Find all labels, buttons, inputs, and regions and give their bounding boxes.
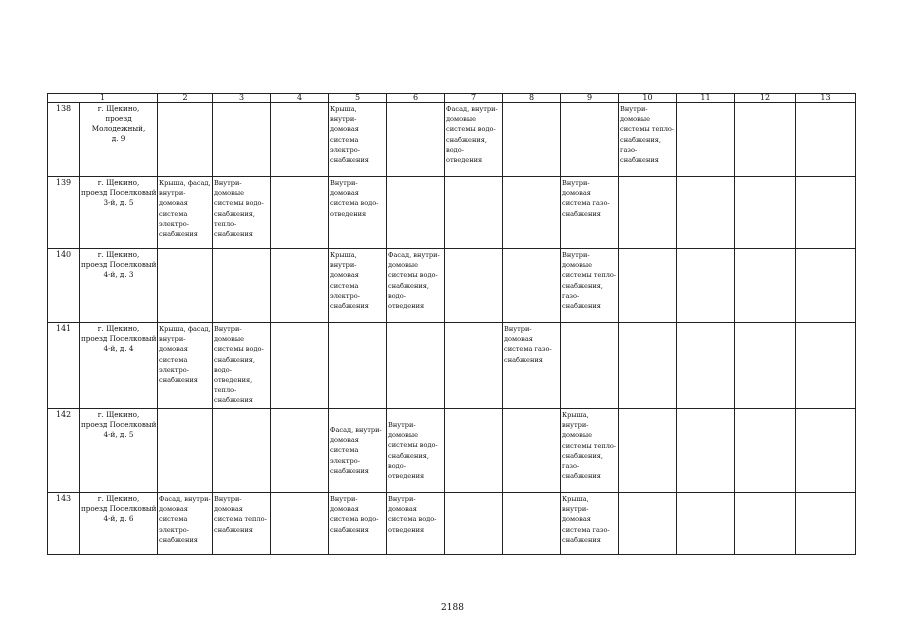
work-line: домовая bbox=[562, 515, 591, 524]
work-line: система bbox=[159, 209, 188, 218]
work-line: снабжения bbox=[214, 525, 253, 534]
work-line: отведения bbox=[330, 209, 367, 218]
work-line: Внутри- bbox=[330, 495, 358, 503]
work-line: внутри- bbox=[159, 335, 186, 344]
work-line: внутри- bbox=[330, 115, 357, 124]
work-line: системы тепло- bbox=[562, 271, 617, 280]
work-cell bbox=[561, 249, 619, 323]
header-cell: 7 bbox=[445, 94, 503, 103]
work-cell bbox=[445, 103, 503, 177]
address-cell bbox=[80, 409, 158, 493]
work-cell bbox=[271, 103, 329, 177]
work-line: снабжения, bbox=[388, 451, 430, 460]
work-cell bbox=[619, 323, 677, 409]
work-line: отведения bbox=[388, 302, 425, 311]
header-cell: 10 bbox=[619, 94, 677, 103]
work-cell bbox=[561, 493, 619, 555]
work-line: домовые bbox=[562, 431, 592, 440]
work-line: снабжения bbox=[330, 525, 369, 534]
address-line: г. Щекино, bbox=[97, 324, 140, 333]
work-line: Внутри- bbox=[214, 179, 242, 187]
header-row bbox=[48, 94, 856, 103]
work-line: системы водо- bbox=[388, 271, 438, 280]
work-cell bbox=[619, 249, 677, 323]
work-cell bbox=[387, 103, 445, 177]
work-cell bbox=[158, 249, 213, 323]
work-line: электро- bbox=[159, 219, 189, 228]
row-number: 139 bbox=[48, 177, 80, 249]
work-line: домовые bbox=[388, 431, 418, 440]
work-line: снабжения bbox=[562, 535, 601, 544]
table-row bbox=[48, 103, 856, 177]
address-line: проезд bbox=[105, 114, 132, 123]
work-cell bbox=[158, 409, 213, 493]
address-line: проезд Поселковый bbox=[81, 420, 157, 429]
work-line: система bbox=[159, 515, 188, 524]
work-line: домовая bbox=[330, 125, 359, 134]
work-cell bbox=[387, 177, 445, 249]
work-line: система водо- bbox=[388, 515, 437, 524]
work-line: снабжения, bbox=[446, 135, 488, 144]
work-line: системы водо- bbox=[388, 441, 438, 450]
work-cell bbox=[796, 409, 856, 493]
work-cell bbox=[735, 249, 796, 323]
work-line: тепло- bbox=[214, 219, 237, 228]
work-line: Внутри- bbox=[620, 105, 648, 113]
work-cell bbox=[677, 323, 735, 409]
work-line: снабжения bbox=[330, 302, 369, 311]
work-cell bbox=[445, 177, 503, 249]
work-line: отведения bbox=[388, 525, 425, 534]
work-cell bbox=[445, 249, 503, 323]
work-line: система тепло- bbox=[214, 515, 267, 524]
work-line: Внутри- bbox=[214, 495, 242, 503]
work-cell bbox=[387, 323, 445, 409]
work-line: Фасад, внутри- bbox=[388, 251, 440, 259]
header-cell: 4 bbox=[271, 94, 329, 103]
work-cell bbox=[213, 409, 271, 493]
work-line: газо- bbox=[562, 291, 580, 300]
work-cell bbox=[796, 249, 856, 323]
work-line: снабжения bbox=[214, 396, 253, 405]
work-line: домовая bbox=[330, 505, 359, 514]
row-number: 138 bbox=[48, 103, 80, 177]
row-number: 141 bbox=[48, 323, 80, 409]
work-line: домовая bbox=[214, 505, 243, 514]
work-line: домовая bbox=[159, 505, 188, 514]
work-cell bbox=[796, 177, 856, 249]
work-cell bbox=[329, 177, 387, 249]
work-cell bbox=[503, 409, 561, 493]
work-line: снабжения bbox=[159, 535, 198, 544]
work-line: внутри- bbox=[562, 421, 589, 430]
work-line: Фасад, внутри- bbox=[159, 495, 211, 503]
work-line: домовая bbox=[159, 345, 188, 354]
work-line: электро- bbox=[330, 456, 360, 465]
work-line: снабжения, bbox=[562, 281, 604, 290]
work-line: Внутри- bbox=[330, 179, 358, 187]
address-line: д. 9 bbox=[111, 134, 126, 143]
header-cell: 9 bbox=[561, 94, 619, 103]
work-line: снабжения bbox=[214, 230, 253, 239]
work-cell bbox=[677, 409, 735, 493]
work-line: водо- bbox=[446, 145, 464, 154]
header-cell: 2 bbox=[158, 94, 213, 103]
work-cell bbox=[561, 409, 619, 493]
address-cell bbox=[80, 493, 158, 555]
work-line: система bbox=[330, 446, 359, 455]
table-row bbox=[48, 249, 856, 323]
work-line: Внутри- bbox=[562, 179, 590, 187]
work-cell bbox=[561, 177, 619, 249]
work-cell bbox=[503, 177, 561, 249]
work-cell bbox=[796, 323, 856, 409]
work-cell bbox=[735, 103, 796, 177]
repair-schedule-table bbox=[47, 93, 856, 555]
work-line: домовая bbox=[330, 189, 359, 198]
work-line: снабжения, bbox=[620, 135, 662, 144]
address-cell bbox=[80, 323, 158, 409]
address-line: 4-й, д. 6 bbox=[103, 514, 134, 523]
work-line: домовая bbox=[330, 436, 359, 445]
work-cell bbox=[619, 493, 677, 555]
work-line: электро- bbox=[159, 525, 189, 534]
work-line: система водо- bbox=[330, 199, 379, 208]
table-row bbox=[48, 409, 856, 493]
work-line: газо- bbox=[562, 462, 580, 471]
work-cell bbox=[158, 323, 213, 409]
work-cell bbox=[329, 323, 387, 409]
work-cell bbox=[677, 493, 735, 555]
work-line: Внутри- bbox=[562, 251, 590, 259]
work-line: водо- bbox=[214, 365, 232, 374]
work-line: домовая bbox=[562, 189, 591, 198]
work-cell bbox=[619, 103, 677, 177]
work-line: Крыша, bbox=[330, 105, 357, 113]
address-line: г. Щекино, bbox=[97, 410, 140, 419]
work-line: Крыша, фасад, bbox=[159, 179, 211, 187]
work-line: водо- bbox=[388, 291, 406, 300]
work-cell bbox=[387, 493, 445, 555]
work-line: снабжения bbox=[562, 209, 601, 218]
work-line: домовые bbox=[388, 261, 418, 270]
work-line: снабжения, bbox=[214, 355, 256, 364]
row-number: 142 bbox=[48, 409, 80, 493]
address-line: проезд Поселковый bbox=[81, 504, 157, 513]
work-line: системы водо- bbox=[214, 345, 264, 354]
work-cell bbox=[271, 493, 329, 555]
work-cell bbox=[735, 493, 796, 555]
work-line: Внутри- bbox=[504, 325, 532, 333]
work-line: Крыша, bbox=[330, 251, 357, 259]
work-line: Крыша, фасад, bbox=[159, 325, 211, 333]
header-cell: 5 bbox=[329, 94, 387, 103]
header-cell: 1 bbox=[48, 94, 158, 103]
work-cell bbox=[503, 493, 561, 555]
work-line: домовые bbox=[214, 335, 244, 344]
work-cell bbox=[213, 249, 271, 323]
work-line: снабжения, bbox=[388, 281, 430, 290]
work-cell bbox=[213, 177, 271, 249]
work-cell bbox=[677, 103, 735, 177]
work-line: домовая bbox=[330, 271, 359, 280]
work-line: система bbox=[330, 281, 359, 290]
address-line: проезд Поселковый bbox=[81, 188, 157, 197]
work-cell bbox=[735, 409, 796, 493]
work-line: снабжения bbox=[504, 355, 543, 364]
work-line: система водо- bbox=[330, 515, 379, 524]
header-cell: 8 bbox=[503, 94, 561, 103]
work-cell bbox=[271, 409, 329, 493]
work-cell bbox=[619, 177, 677, 249]
work-line: системы водо- bbox=[214, 199, 264, 208]
work-line: водо- bbox=[388, 461, 406, 470]
work-cell bbox=[561, 103, 619, 177]
work-line: снабжения bbox=[159, 230, 198, 239]
work-line: система bbox=[159, 355, 188, 364]
work-line: отведения bbox=[446, 156, 483, 165]
work-cell bbox=[329, 493, 387, 555]
work-cell bbox=[271, 249, 329, 323]
work-cell bbox=[158, 493, 213, 555]
work-line: системы водо- bbox=[446, 125, 496, 134]
work-line: Внутри- bbox=[214, 325, 242, 333]
work-line: Внутри- bbox=[388, 495, 416, 503]
address-line: 3-й, д. 5 bbox=[103, 198, 134, 207]
work-cell bbox=[503, 323, 561, 409]
work-line: домовые bbox=[446, 115, 476, 124]
work-line: система газо- bbox=[562, 525, 610, 534]
work-cell bbox=[387, 409, 445, 493]
header-cell: 12 bbox=[735, 94, 796, 103]
address-line: г. Щекино, bbox=[97, 104, 140, 113]
work-cell bbox=[387, 249, 445, 323]
work-line: снабжения bbox=[330, 156, 369, 165]
work-line: домовые bbox=[562, 261, 592, 270]
address-cell bbox=[80, 177, 158, 249]
work-line: домовые bbox=[620, 115, 650, 124]
work-line: система газо- bbox=[562, 199, 610, 208]
address-cell bbox=[80, 103, 158, 177]
work-cell bbox=[503, 249, 561, 323]
address-line: 4-й, д. 4 bbox=[103, 344, 134, 353]
work-line: система газо- bbox=[504, 345, 552, 354]
work-cell bbox=[271, 323, 329, 409]
work-line: система bbox=[330, 135, 359, 144]
work-line: снабжения bbox=[562, 472, 601, 481]
address-line: проезд Поселковый bbox=[81, 334, 157, 343]
work-line: тепло- bbox=[214, 386, 237, 395]
work-cell bbox=[503, 103, 561, 177]
work-line: электро- bbox=[159, 365, 189, 374]
work-cell bbox=[445, 323, 503, 409]
work-line: отведения, bbox=[214, 376, 253, 385]
work-cell bbox=[735, 177, 796, 249]
work-cell bbox=[271, 177, 329, 249]
page-number: 2188 bbox=[441, 603, 464, 613]
row-number: 140 bbox=[48, 249, 80, 323]
table-row bbox=[48, 493, 856, 555]
work-line: снабжения bbox=[159, 376, 198, 385]
address-line: г. Щекино, bbox=[97, 250, 140, 259]
work-cell bbox=[213, 103, 271, 177]
work-line: Крыша, bbox=[562, 495, 589, 503]
work-line: домовая bbox=[159, 199, 188, 208]
work-cell bbox=[735, 323, 796, 409]
work-line: Внутри- bbox=[388, 420, 416, 429]
work-cell bbox=[213, 493, 271, 555]
work-cell bbox=[677, 249, 735, 323]
work-line: снабжения bbox=[620, 156, 659, 165]
work-line: снабжения bbox=[562, 302, 601, 311]
work-line: Фасад, внутри- bbox=[446, 105, 498, 113]
work-line: газо- bbox=[620, 145, 638, 154]
work-line: системы тепло- bbox=[562, 441, 617, 450]
work-line: внутри- bbox=[159, 189, 186, 198]
header-cell: 6 bbox=[387, 94, 445, 103]
work-line: электро- bbox=[330, 145, 360, 154]
table-row bbox=[48, 323, 856, 409]
work-line: Крыша, bbox=[562, 411, 589, 419]
table-row bbox=[48, 177, 856, 249]
work-cell bbox=[561, 323, 619, 409]
work-line: Фасад, внутри- bbox=[330, 425, 382, 434]
work-line: снабжения, bbox=[562, 451, 604, 460]
work-line: домовая bbox=[388, 505, 417, 514]
address-line: 4-й, д. 5 bbox=[103, 430, 134, 439]
address-line: г. Щекино, bbox=[97, 494, 140, 503]
work-cell bbox=[796, 103, 856, 177]
work-line: отведения bbox=[388, 471, 425, 480]
address-cell bbox=[80, 249, 158, 323]
work-cell bbox=[677, 177, 735, 249]
work-cell bbox=[329, 103, 387, 177]
work-line: домовые bbox=[214, 189, 244, 198]
address-line: Молодежный, bbox=[91, 124, 146, 133]
work-cell bbox=[445, 493, 503, 555]
work-cell bbox=[619, 409, 677, 493]
work-cell bbox=[445, 409, 503, 493]
work-line: снабжения bbox=[330, 466, 369, 475]
work-cell bbox=[329, 409, 387, 493]
work-line: системы тепло- bbox=[620, 125, 675, 134]
work-cell bbox=[329, 249, 387, 323]
header-cell: 13 bbox=[796, 94, 856, 103]
work-line: домовая bbox=[504, 335, 533, 344]
address-line: 4-й, д. 3 bbox=[103, 270, 134, 279]
work-line: внутри- bbox=[330, 261, 357, 270]
address-line: проезд Поселковый bbox=[81, 260, 157, 269]
work-cell bbox=[158, 103, 213, 177]
work-line: электро- bbox=[330, 291, 360, 300]
work-line: внутри- bbox=[562, 505, 589, 514]
work-cell bbox=[213, 323, 271, 409]
address-line: г. Щекино, bbox=[97, 178, 140, 187]
work-line: снабжения, bbox=[214, 209, 256, 218]
work-cell bbox=[796, 493, 856, 555]
work-cell bbox=[158, 177, 213, 249]
header-cell: 11 bbox=[677, 94, 735, 103]
row-number: 143 bbox=[48, 493, 80, 555]
header-cell: 3 bbox=[213, 94, 271, 103]
